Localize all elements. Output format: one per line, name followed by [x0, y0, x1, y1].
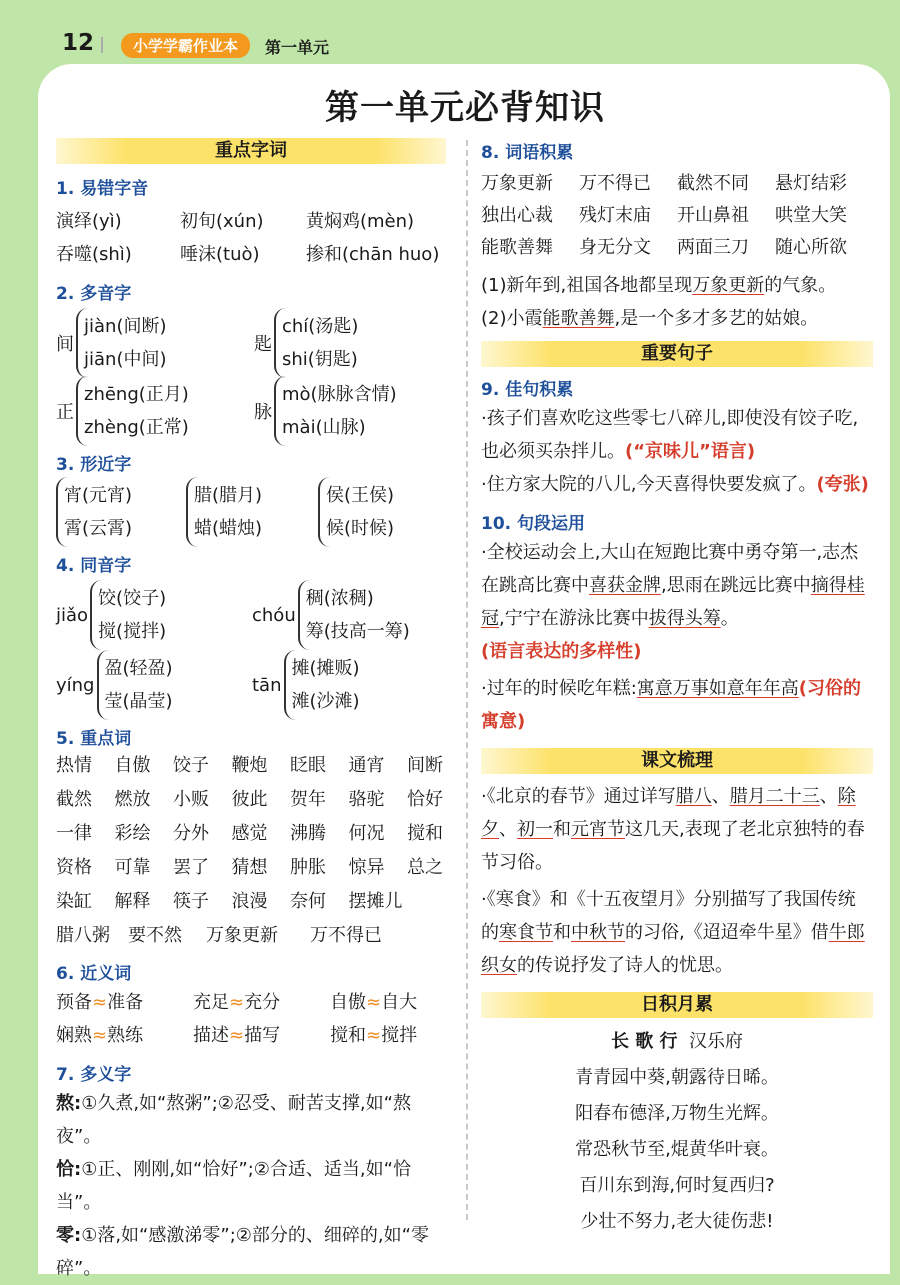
polysemy-item: 零:①落,如“感激涕零”;②部分的、细碎的,如“零碎”。: [56, 1225, 429, 1279]
synonym-grid: [56, 988, 446, 1058]
section-heading: 2. 多音字: [56, 284, 132, 304]
book-badge: 小学学霸作业本: [121, 33, 250, 58]
polysemy-item: 熬:①久煮,如“熬粥”;②忍受、耐苦支撑,如“熬夜”。: [56, 1093, 411, 1147]
poem-title-line: [481, 1024, 873, 1060]
homophone-group: tān 摊(摊贩) 滩(沙滩): [252, 650, 360, 720]
word-item: 筷子: [173, 891, 209, 912]
word-item: 浪漫: [231, 891, 268, 912]
list-item: 唾沫(tuò): [180, 244, 260, 265]
sentence-item: ·住方家大院的八儿,今天喜得快要发疯了。(夸张): [481, 474, 869, 495]
word-item: 腊八粥: [56, 925, 110, 946]
homophone-group: chóu 稠(浓稠) 筹(技高一筹): [252, 580, 410, 650]
homophone-group: jiǎo 饺(饺子) 搅(搅拌): [56, 580, 166, 650]
section-band-sentences: 重要句子: [481, 341, 873, 367]
word-item: 资格: [56, 857, 92, 878]
page-number: 12: [62, 30, 95, 56]
header-divider: [101, 37, 103, 53]
word-item: 染缸: [56, 891, 92, 912]
list-item: 吞噬(shì): [56, 244, 132, 265]
section-band-key-words: 重点字词: [56, 138, 446, 164]
polysemy-item: 恰:①正、刚刚,如“恰好”;②合适、适当,如“恰当”。: [56, 1159, 411, 1213]
idiom-item: 哄堂大笑: [775, 205, 847, 226]
usage-item: ·过年的时候吃年糕:寓意万事如意年年高(习俗的寓意): [481, 678, 862, 732]
section-heading: 3. 形近字: [56, 455, 132, 475]
word-item: 截然: [56, 789, 92, 810]
similar-char-list: [56, 477, 446, 549]
poem-line: 阳春布德泽,万物生光辉。: [575, 1103, 779, 1124]
word-item: 分外: [173, 823, 209, 844]
word-item: 骆驼: [348, 789, 385, 810]
idiom-item: 独出心裁: [481, 205, 553, 226]
poem-line: 常恐秋节至,焜黄华叶衰。: [575, 1139, 779, 1160]
section-heading: 9. 佳句积累: [481, 380, 574, 400]
word-item: 肿胀: [290, 857, 326, 878]
idiom-grid: [481, 169, 873, 269]
similar-char-group: 宵(元宵) 霄(云霄): [56, 477, 132, 547]
word-item: 贺年: [290, 789, 326, 810]
word-item: 彼此: [231, 789, 268, 810]
section-heading: 1. 易错字音: [56, 179, 149, 199]
section-heading: 10. 句段运用: [481, 514, 586, 534]
left-column: [56, 138, 446, 1285]
right-column: [481, 138, 873, 1240]
synonym-pair: 娴熟≈熟练: [56, 1025, 144, 1046]
poem-line: 百川东到海,何时复西归?: [579, 1175, 775, 1196]
word-item: 饺子: [173, 755, 209, 776]
polyphone-group: 匙 chí(汤匙) shi(钥匙): [254, 308, 358, 378]
synonym-pair: 自傲≈自大: [330, 992, 418, 1013]
word-item: 眨眼: [290, 755, 326, 776]
word-item: 小贩: [173, 789, 209, 810]
review-item: ·《北京的春节》通过详写腊八、腊月二十三、除夕、初一和元宵节这几天,表现了老北京独特的春节习俗。: [481, 786, 865, 873]
word-item: 沸腾: [290, 823, 326, 844]
idiom-item: 万不得已: [579, 173, 651, 194]
polyphone-group: 脉 mò(脉脉含情) mài(山脉): [254, 376, 397, 446]
review-item: ·《寒食》和《十五夜望月》分别描写了我国传统的寒食节和中秋节的习俗,《迢迢牵牛星》借牛郎织女的传说抒发了诗人的忧思。: [481, 889, 865, 976]
poem-title: 长 歌 行: [611, 1031, 678, 1052]
polyphone-list: [56, 308, 446, 448]
word-item: 彩绘: [114, 823, 151, 844]
word-item: 搅和: [407, 823, 443, 844]
idiom-item: 截然不同: [677, 173, 749, 194]
idiom-item: 开山鼻祖: [677, 205, 749, 226]
poem-line: 青青园中葵,朝露待日晞。: [575, 1067, 779, 1088]
column-divider: [466, 140, 468, 1220]
poem-line: 少壮不努力,老大徒伤悲!: [580, 1211, 774, 1232]
word-item: 自傲: [114, 755, 151, 776]
word-item: 总之: [407, 857, 443, 878]
poem-author: 汉乐府: [689, 1031, 743, 1052]
example-sentence: (1)新年到,祖国各地都呈现万象更新的气象。: [481, 275, 837, 296]
word-item: 热情: [56, 755, 92, 776]
idiom-item: 能歌善舞: [481, 237, 553, 258]
word-item: 感觉: [231, 823, 268, 844]
word-item: 罢了: [173, 857, 209, 878]
polyphone-group: 间 jiàn(间断) jiān(中间): [56, 308, 167, 378]
word-item: 一律: [56, 823, 92, 844]
word-item: 猜想: [231, 857, 268, 878]
word-item: 通宵: [348, 755, 385, 776]
word-item: 燃放: [114, 789, 151, 810]
section-band-accumulation: 日积月累: [481, 992, 873, 1018]
synonym-pair: 描述≈描写: [193, 1025, 281, 1046]
section-heading: 7. 多义字: [56, 1065, 132, 1085]
word-item: 奈何: [290, 891, 326, 912]
section-heading: 8. 词语积累: [481, 143, 574, 163]
word-item: 鞭炮: [231, 755, 268, 776]
word-item: 何况: [348, 823, 385, 844]
synonym-pair: 搅和≈搅拌: [330, 1025, 418, 1046]
section-band-text-review: 课文梳理: [481, 748, 873, 774]
word-item: 万象更新: [206, 925, 278, 946]
word-item: 恰好: [407, 789, 443, 810]
section-heading: 4. 同音字: [56, 556, 132, 576]
idiom-item: 随心所欲: [775, 237, 847, 258]
usage-item: ·全校运动会上,大山在短跑比赛中勇夺第一,志杰在跳高比赛中喜获金牌,思雨在跳远比赛中摘得桂冠,宁宁在游泳比赛中拔得头筹。 (语言表达的多样性): [481, 542, 865, 662]
word-item: 摆摊儿: [348, 891, 403, 912]
page-header: [0, 0, 900, 62]
similar-char-group: 侯(王侯) 候(时候): [318, 477, 394, 547]
similar-char-group: 腊(腊月) 蜡(蜡烛): [186, 477, 262, 547]
page-title: 第一单元必背知识: [325, 88, 605, 128]
idiom-item: 两面三刀: [677, 237, 749, 258]
idiom-item: 万象更新: [481, 173, 553, 194]
sentence-item: ·孩子们喜欢吃这些零七八碎儿,即使没有饺子吃,也必须买杂拌儿。(“京味儿”语言): [481, 408, 859, 462]
example-sentence: (2)小霞能歌善舞,是一个多才多艺的姑娘。: [481, 308, 819, 329]
word-item: 万不得已: [310, 925, 382, 946]
word-item: 可靠: [114, 857, 151, 878]
idiom-item: 悬灯结彩: [775, 173, 847, 194]
synonym-pair: 预备≈准备: [56, 992, 144, 1013]
homophone-group: yíng 盈(轻盈) 莹(晶莹): [56, 650, 173, 720]
homophone-list: [56, 580, 446, 722]
unit-label: 第一单元: [265, 38, 330, 57]
list-item: 掺和(chān huo): [306, 244, 440, 265]
list-item: 黄焖鸡(mèn): [306, 211, 415, 232]
word-item: 惊异: [348, 857, 385, 878]
synonym-pair: 充足≈充分: [193, 992, 281, 1013]
key-word-grid: [56, 751, 446, 955]
section-heading: 5. 重点词: [56, 729, 132, 749]
section-heading: 6. 近义词: [56, 964, 132, 984]
list-item: 演绎(yì): [56, 211, 122, 232]
word-item: 要不然: [128, 925, 182, 946]
polyphone-group: 正 zhēng(正月) zhèng(正常): [56, 376, 189, 446]
word-item: 间断: [407, 755, 443, 776]
idiom-item: 身无分文: [579, 237, 651, 258]
list-item: 初旬(xún): [180, 211, 264, 232]
idiom-item: 残灯末庙: [579, 205, 651, 226]
word-item: 解释: [114, 891, 151, 912]
pronunciation-list: [56, 207, 446, 277]
